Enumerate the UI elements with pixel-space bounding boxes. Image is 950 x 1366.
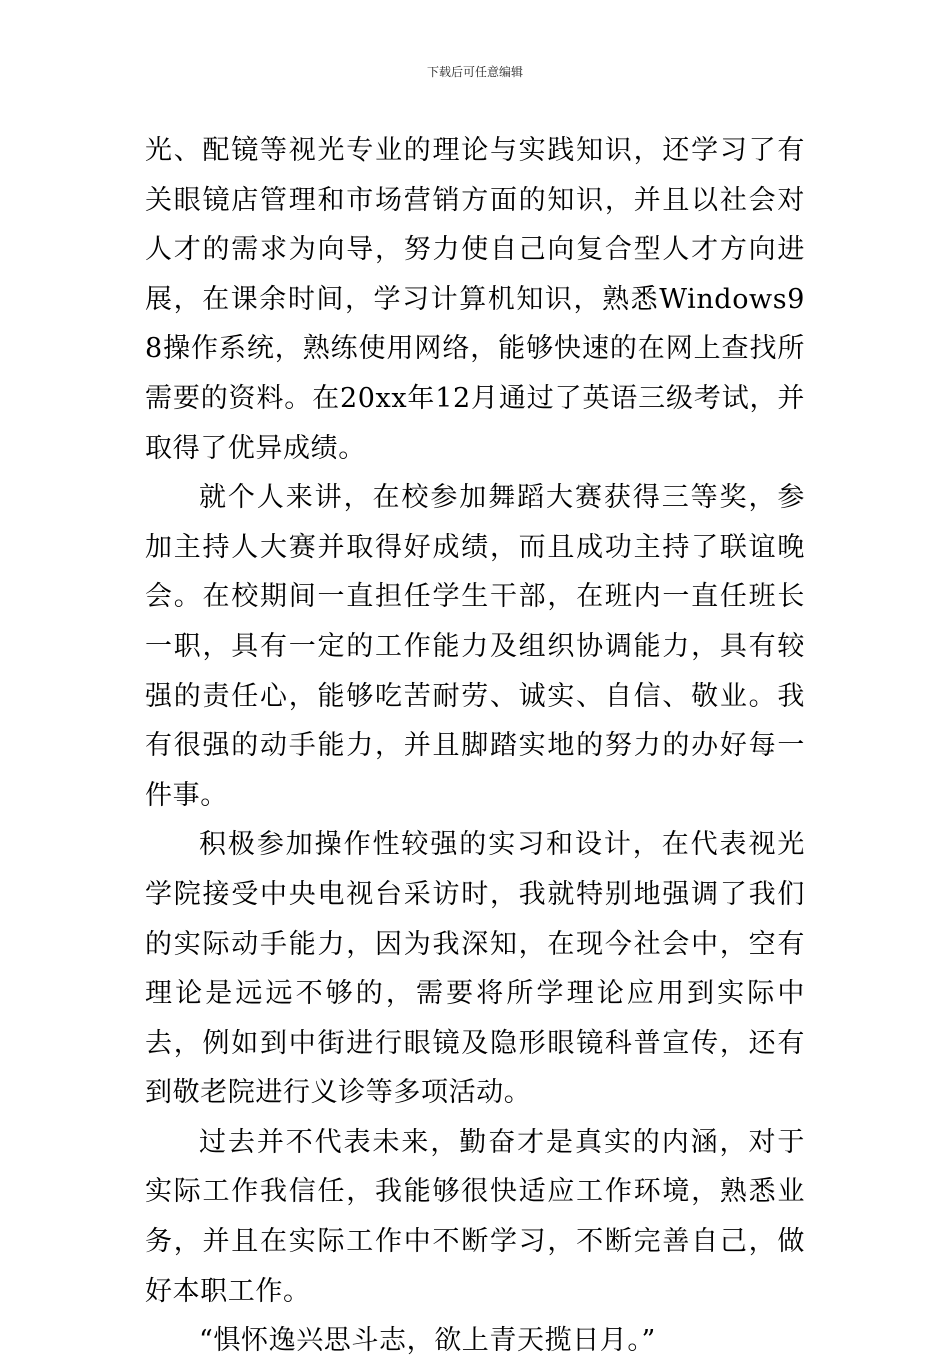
page-header: 下载后可任意编辑: [426, 65, 523, 79]
paragraph-practice: 积极参加操作性较强的实习和设计，在代表视光学院接受中央电视台采访时，我就特别地强调了我们的实际动手能力，因为我深知，在现今社会中，空有理论是远远不够的，需要将所学理论应用到实际中去，例如到中街进行眼镜及隐形眼镜科普宣传，还有到敬老院进行义诊等多项活动。: [145, 829, 805, 1109]
paragraph-continued: 光、配镜等视光专业的理论与实践知识，还学习了有关眼镜店管理和市场营销方面的知识，并且以社会对人才的需求为向导，努力使自己向复合型人才方向进展，在课余时间，学习计算机知识，熟悉Windows98操作系统，熟练使用网络，能够快速的在网上查找所需要的资料。在20xx年12月通过了英语三级考试，并取得了优异成绩。: [145, 135, 805, 464]
paragraph-future: 过去并不代表未来，勤奋才是真实的内涵，对于实际工作我信任，我能够很快适应工作环境，熟悉业务，并且在实际工作中不断学习，不断完善自己，做好本职工作。: [145, 1126, 805, 1307]
paragraph-quote: “惧怀逸兴思斗志，欲上青天揽日月。”: [199, 1325, 656, 1357]
paragraph-personal: 就个人来讲，在校参加舞蹈大赛获得三等奖，参加主持人大赛并取得好成绩，而且成功主持了联谊晚会。在校期间一直担任学生干部，在班内一直任班长一职，具有一定的工作能力及组织协调能力，具有较强的责任心，能够吃苦耐劳、诚实、自信、敬业。我有很强的动手能力，并且脚踏实地的努力的办好每一件事。: [145, 482, 805, 811]
document-body: [145, 126, 805, 1366]
